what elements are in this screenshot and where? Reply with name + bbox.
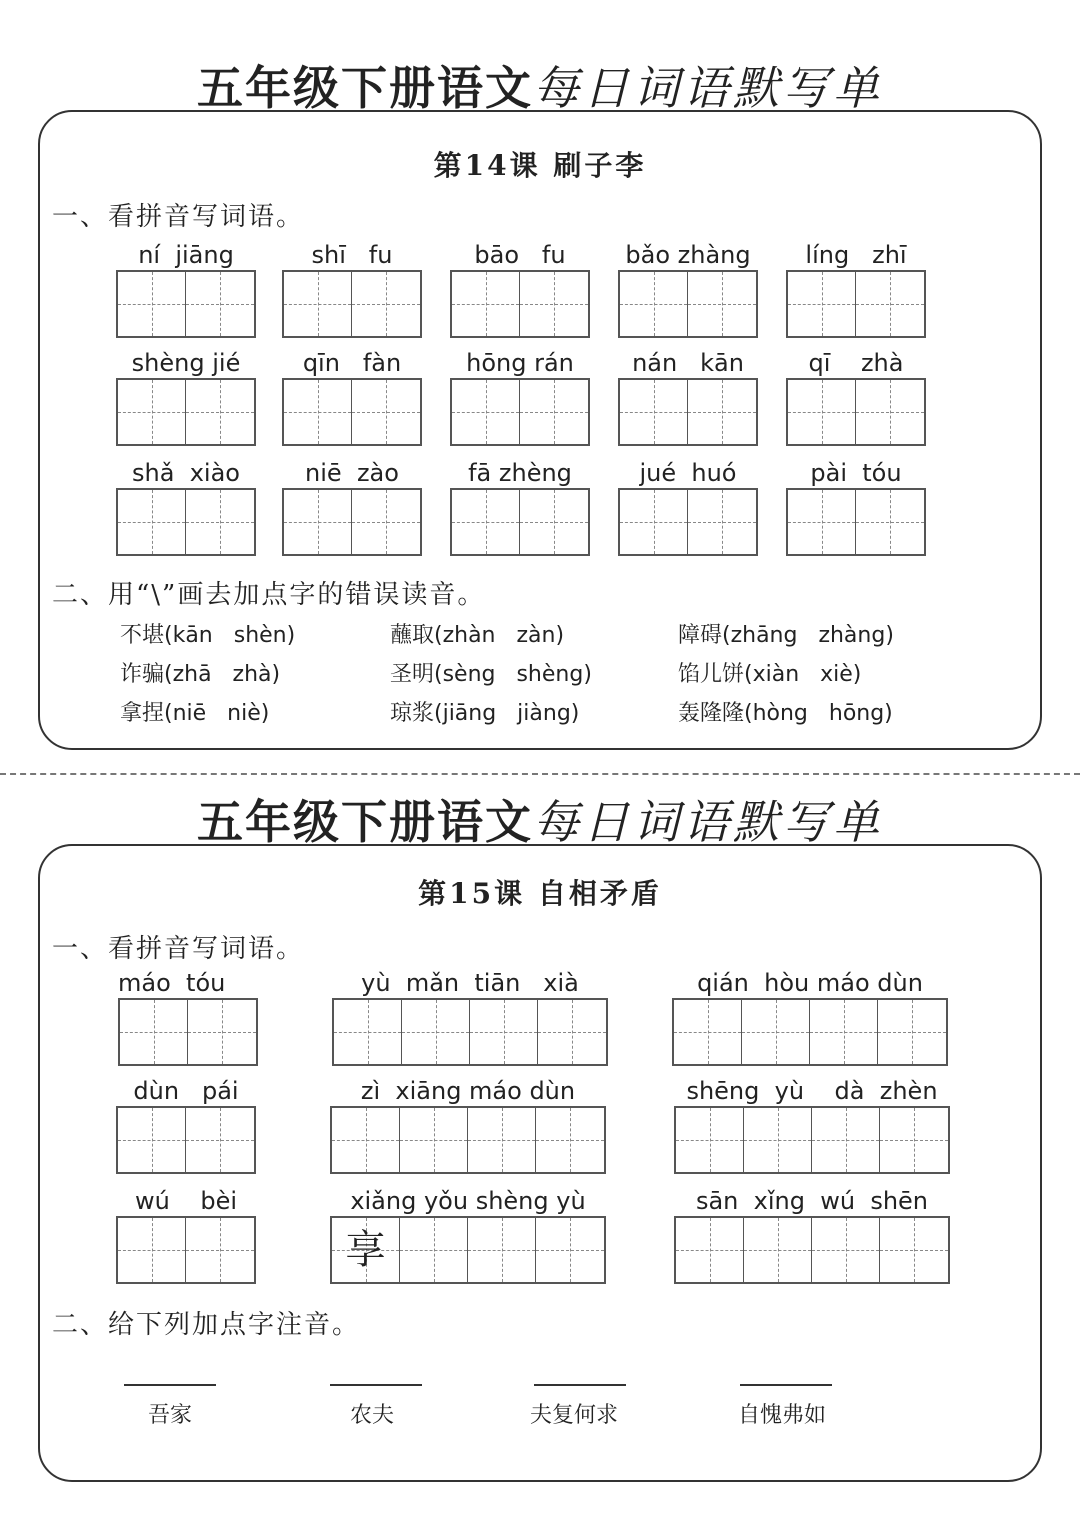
word-entry: [332, 968, 608, 1066]
pronunciation-choice[interactable]: 障碍(zhāng zhàng): [678, 623, 894, 648]
pinyin-label: shǎ xiào: [132, 459, 240, 487]
pinyin-label: yù mǎn tiān xià: [361, 969, 579, 997]
writing-grid[interactable]: [786, 378, 926, 446]
answer-blank[interactable]: [740, 1384, 832, 1386]
pronunciation-choice[interactable]: 拿捏(niē niè): [120, 701, 270, 726]
word-entry: [330, 1076, 606, 1174]
writing-grid[interactable]: [282, 378, 422, 446]
word-entry: [282, 458, 422, 556]
sheet2-title-main: 五年级下册语文: [197, 795, 533, 849]
word-entry: [786, 458, 926, 556]
word-entry: [116, 348, 256, 446]
pinyin-label: bāo fu: [474, 241, 566, 269]
pinyin-label: qīn fàn: [302, 349, 402, 377]
sheet1-title-sub: 每日词语默写单: [533, 61, 883, 115]
pinyin-label: niē zào: [305, 459, 399, 487]
sheet1-lesson-title: 第14课 刷子李: [433, 149, 647, 182]
word-entry: [786, 348, 926, 446]
writing-grid[interactable]: [332, 998, 608, 1066]
pinyin-label: qián hòu máo dùn: [697, 969, 923, 997]
pinyin-label: qī zhà: [808, 349, 904, 377]
pronunciation-choice[interactable]: 诈骗(zhā zhà): [120, 662, 281, 687]
annotate-word: 农夫: [350, 1403, 395, 1428]
sheet2-title: [0, 786, 1080, 852]
writing-grid[interactable]: [116, 488, 256, 556]
writing-grid[interactable]: [672, 998, 948, 1066]
word-entry: [674, 1186, 950, 1284]
writing-grid[interactable]: [116, 270, 256, 338]
writing-grid[interactable]: [116, 1106, 256, 1174]
writing-grid[interactable]: [674, 1216, 950, 1284]
word-entry: [450, 240, 590, 338]
writing-grid[interactable]: [618, 378, 758, 446]
sheet2-section2-heading: 二、给下列加点字注音。: [52, 1310, 361, 1340]
pinyin-label: sān xǐng wú shēn: [695, 1187, 929, 1215]
sheet1-section2-heading: 二、用“\”画去加点字的错误读音。: [52, 580, 486, 610]
writing-grid[interactable]: [450, 488, 590, 556]
pinyin-label: máo tóu: [118, 969, 226, 997]
prefilled-character: 享: [345, 1227, 386, 1273]
word-entry: [116, 1076, 256, 1174]
writing-grid[interactable]: [450, 270, 590, 338]
writing-grid[interactable]: [786, 270, 926, 338]
writing-grid[interactable]: [118, 998, 258, 1066]
pinyin-label: xiǎng yǒu shèng yù: [350, 1187, 586, 1215]
sheet2-panel: [38, 844, 1042, 1482]
pronunciation-choice[interactable]: 圣明(sèng shèng): [390, 662, 592, 687]
pronunciation-choice[interactable]: 蘸取(zhàn zàn): [390, 623, 565, 648]
annotate-word: 夫复何求: [530, 1403, 619, 1428]
word-entry: [118, 968, 258, 1066]
word-entry: [116, 458, 256, 556]
writing-grid[interactable]: [674, 1106, 950, 1174]
pinyin-label: dùn pái: [133, 1077, 239, 1105]
pinyin-label: wú bèi: [134, 1187, 238, 1215]
word-entry: [330, 1186, 606, 1284]
pinyin-label: pài tóu: [810, 459, 902, 487]
word-entry: [618, 348, 758, 446]
annotate-word: 自愧弗如: [738, 1403, 827, 1428]
writing-grid[interactable]: [618, 488, 758, 556]
writing-grid[interactable]: [618, 270, 758, 338]
writing-grid[interactable]: [282, 270, 422, 338]
sheet2-lesson-title: 第15课 自相矛盾: [418, 877, 662, 910]
pronunciation-choice[interactable]: 不堪(kān shèn): [120, 623, 296, 648]
answer-blank[interactable]: [534, 1384, 626, 1386]
sheet2-section1-heading: 一、看拼音写词语。: [52, 934, 305, 964]
writing-grid[interactable]: [786, 488, 926, 556]
writing-grid[interactable]: [330, 1216, 606, 1284]
word-entry: [450, 458, 590, 556]
pinyin-label: hōng rán: [466, 349, 574, 377]
answer-blank[interactable]: [124, 1384, 216, 1386]
pinyin-label: jué huó: [639, 459, 737, 487]
word-entry: [282, 348, 422, 446]
pinyin-label: fā zhèng: [468, 459, 572, 487]
writing-grid[interactable]: [330, 1106, 606, 1174]
pronunciation-choice[interactable]: 馅儿饼(xiàn xiè): [678, 662, 862, 687]
pinyin-label: líng zhī: [805, 241, 907, 269]
word-entry: [672, 968, 948, 1066]
cut-line: [0, 773, 1080, 775]
sheet1-section1-heading: 一、看拼音写词语。: [52, 202, 305, 232]
pinyin-label: zì xiāng máo dùn: [360, 1077, 576, 1105]
word-entry: [282, 240, 422, 338]
word-entry: [450, 348, 590, 446]
word-entry: [116, 240, 256, 338]
sheet1-title: [0, 52, 1080, 118]
word-entry: [674, 1076, 950, 1174]
pinyin-label: shēng yù dà zhèn: [686, 1077, 938, 1105]
writing-grid[interactable]: [116, 1216, 256, 1284]
annotate-word: 吾家: [148, 1403, 193, 1428]
writing-grid[interactable]: [450, 378, 590, 446]
word-entry: [618, 240, 758, 338]
writing-grid[interactable]: [282, 488, 422, 556]
answer-blank[interactable]: [330, 1384, 422, 1386]
sheet1-title-main: 五年级下册语文: [197, 61, 533, 115]
sheet1-panel: [38, 110, 1042, 750]
pinyin-label: nán kān: [632, 349, 744, 377]
word-entry: [786, 240, 926, 338]
writing-grid[interactable]: [116, 378, 256, 446]
pinyin-label: ní jiāng: [138, 241, 234, 269]
word-entry: [116, 1186, 256, 1284]
pronunciation-choice[interactable]: 轰隆隆(hòng hōng): [678, 701, 893, 726]
pronunciation-choice[interactable]: 琼浆(jiāng jiàng): [390, 701, 580, 726]
pinyin-label: shī fu: [311, 241, 393, 269]
pinyin-label: bǎo zhàng: [625, 241, 751, 269]
sheet2-title-sub: 每日词语默写单: [533, 795, 883, 849]
word-entry: [618, 458, 758, 556]
pinyin-label: shèng jié: [131, 349, 241, 377]
